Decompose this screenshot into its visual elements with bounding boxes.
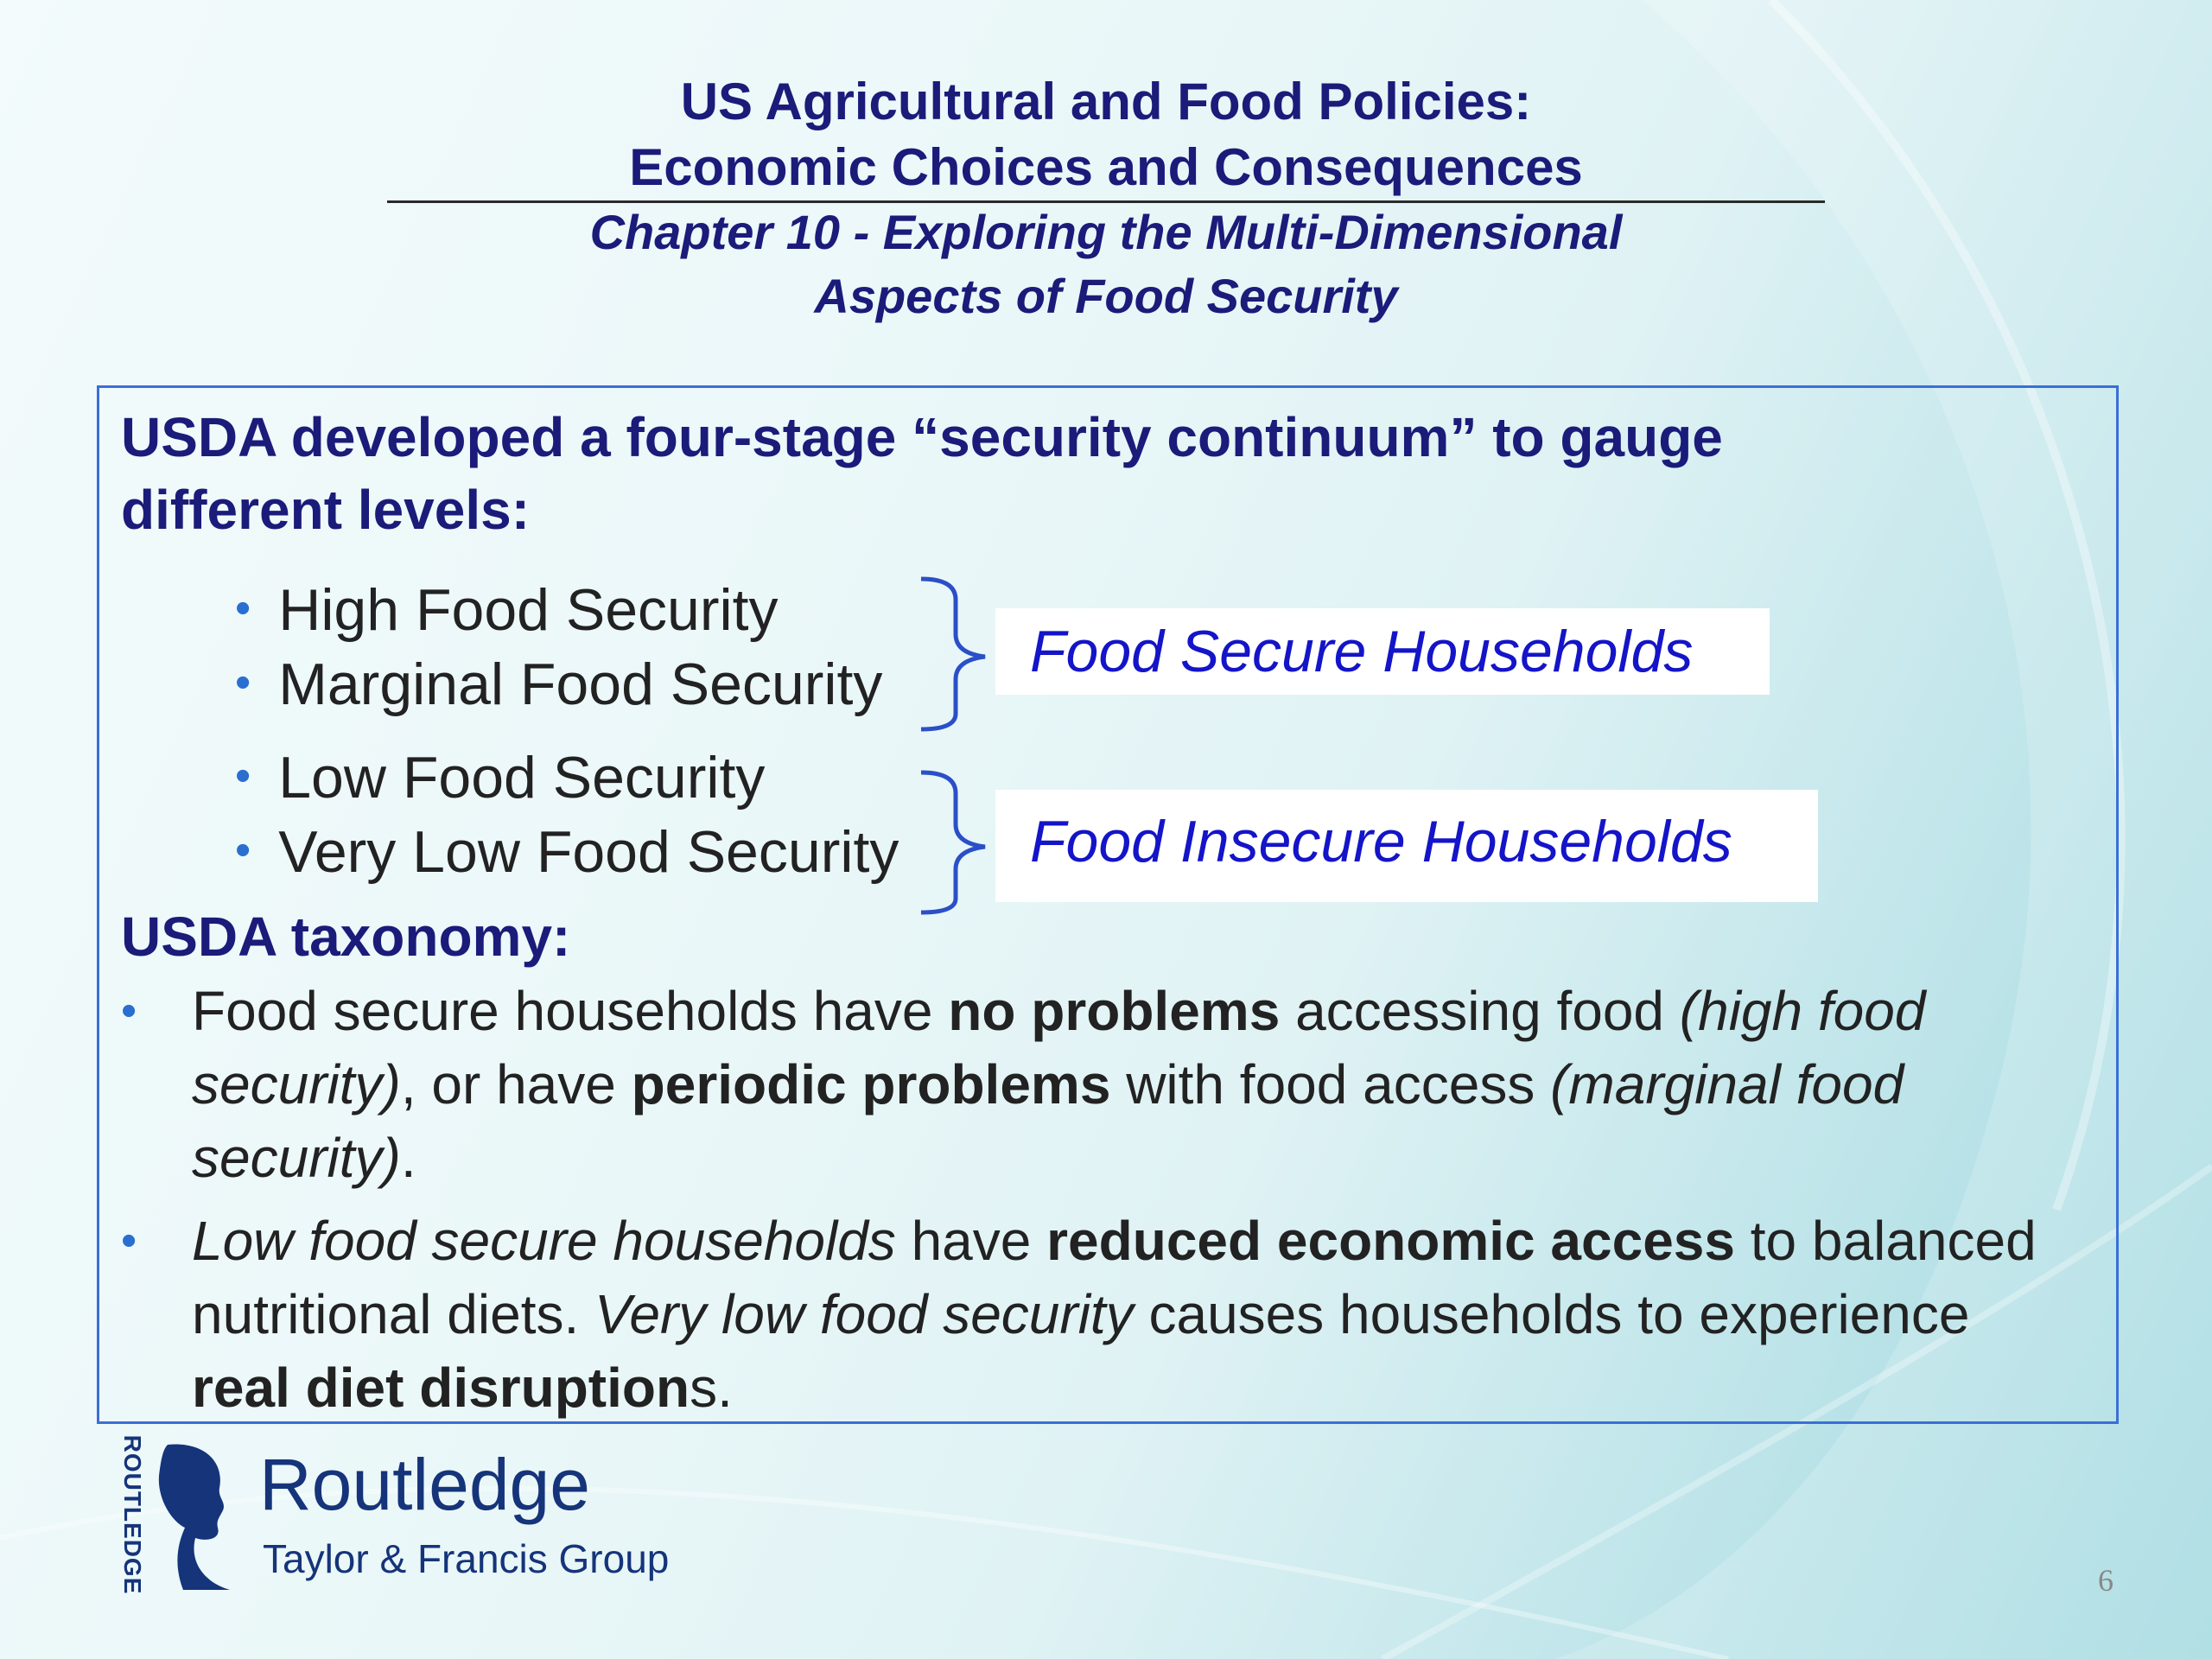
level-item (235, 814, 899, 888)
slide-title-line1: US Agricultural and Food Policies: (680, 73, 1532, 130)
level-item (235, 646, 882, 721)
page-number: 6 (2098, 1563, 2113, 1598)
intro-heading-line2: different levels: (121, 479, 531, 541)
taxonomy-text-1: Food secure households have no problems accessing food (high food security), or have periodic problems with food access (marginal food security). (192, 980, 1926, 1189)
bullet-icon: • (235, 751, 251, 801)
food-secure-label: Food Secure Households (1030, 619, 1694, 684)
level-item (235, 572, 778, 646)
food-secure-label-box (995, 608, 1770, 695)
logo-vertical-text: ROUTLEDGE (119, 1434, 146, 1595)
brace-icon (916, 574, 994, 919)
bullet-icon: • (121, 986, 137, 1036)
publisher-name: Routledge (259, 1444, 590, 1525)
slide-title-line2: Economic Choices and Consequences (629, 138, 1583, 196)
taxonomy-heading: USDA taxonomy: (121, 906, 571, 968)
level-label: Low Food Security (278, 745, 766, 810)
routledge-logo-mark (118, 1434, 238, 1595)
bullet-icon: • (235, 658, 251, 708)
bullet-icon: • (235, 583, 251, 633)
taxonomy-item-1 (121, 975, 2108, 1195)
level-label: Very Low Food Security (278, 819, 899, 885)
logo-head-icon (150, 1438, 237, 1593)
bullet-icon: • (121, 1216, 137, 1266)
level-label: Marginal Food Security (278, 652, 883, 717)
level-label: High Food Security (278, 577, 779, 643)
taxonomy-item-2 (121, 1205, 2108, 1425)
intro-heading-line1: USDA developed a four-stage “security continuum” to gauge (121, 406, 1723, 468)
food-insecure-label: Food Insecure Households (1030, 809, 1732, 874)
chapter-title-line2: Aspects of Food Security (814, 269, 1398, 323)
chapter-title-line1: Chapter 10 - Exploring the Multi-Dimensional (589, 205, 1623, 259)
level-item (235, 740, 765, 814)
publisher-group: Taylor & Francis Group (263, 1536, 670, 1581)
taxonomy-text-2: Low food secure households have reduced economic access to balanced nutritional diets. Very low food security causes households to experience real diet disruptions. (192, 1210, 2037, 1419)
food-insecure-label-box (995, 790, 1818, 902)
bullet-icon: • (235, 825, 251, 875)
